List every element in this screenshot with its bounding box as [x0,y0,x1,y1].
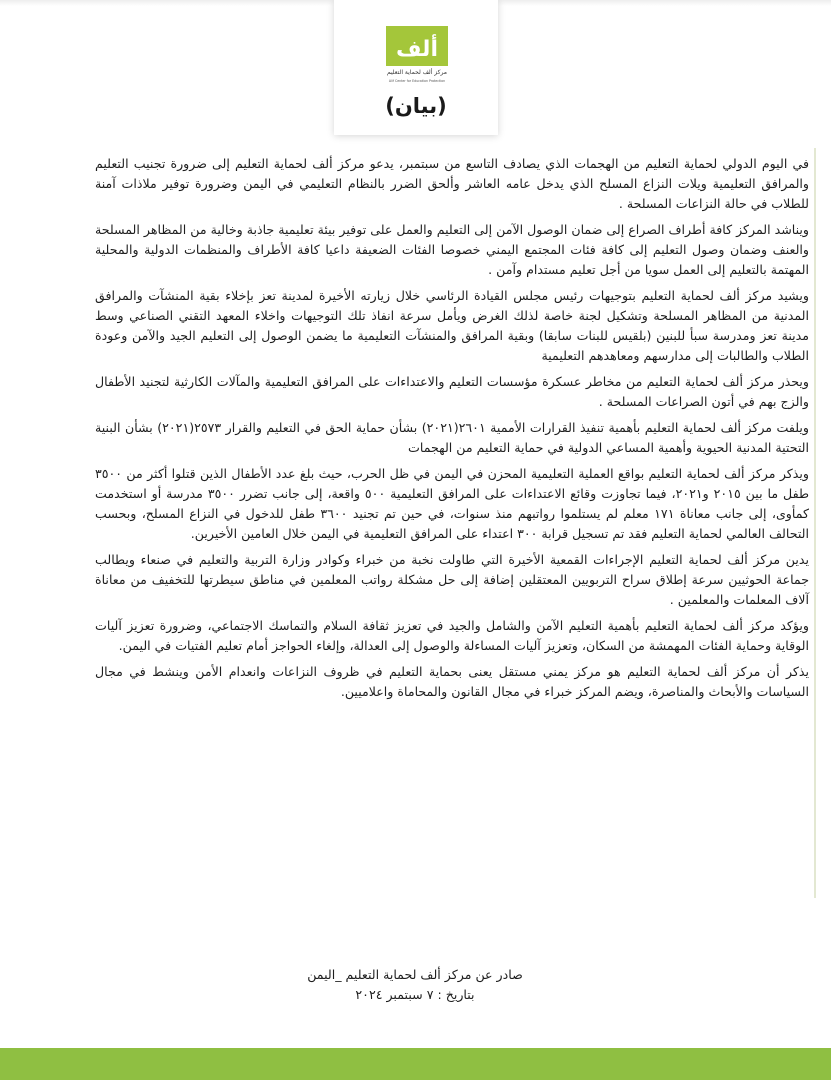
date-line: بتاريخ : ٧ سبتمبر ٢٠٢٤ [355,987,475,1002]
paragraph-8: ويؤكد مركز ألف لحماية التعليم بأهمية التعليم الآمن والشامل والجيد في تعزيز ثقافة السلام والتماسك الاجتماعي، وضرورة تعزيز آليات الوقاية وحماية الفئات المهمشة من السكان، وتعزيز آليات المساءلة والوصول إلى العدالة، وإلغاء الحواجز أمام تعليم الفتيات في اليمن. [95,618,809,653]
paragraph-3: ويشيد مركز ألف لحماية التعليم بتوجيهات رئيس مجلس القيادة الرئاسي خلال زيارته الأخيرة لمدينة تعز بإخلاء بقية المنشآت والمرافق المدنية من المظاهر المسلحة وتشكيل لجنة خاصة لذلك الغرض ويأمل سرعة انفاذ تلك التوجيهات واخلاء المعهد التقني الصناعي وسط مدينة تعز ومدرسة سبأ للبنين (بلقيس للبنات سابقا) وبقية المرافق والمنشآت التعليمية ما يضمن الوصول إلى التعليم الجيد والآمن وعودة الطلاب والطالبات إلى مدارسهم ومعاهدهم التعليمية [95,288,809,363]
statement-body [95,154,809,708]
logo-text: ألف [395,37,439,62]
footer-bar [0,1048,831,1080]
logo-subtitle-en: Alif Center for Education Protection [388,79,446,83]
paragraph-7: يدين مركز ألف لحماية التعليم الإجراءات القمعية الأخيرة التي طاولت نخبة من خبراء وكوادر وزارة التربية والتعليم في صنعاء ويطالب جماعة الحوثيين سرعة إطلاق سراح التربويين المعتقلين إضافة إلى حل مشكلة رواتب المعلمين في مناطق سيطرتها للتخفيف من معاناة آلاف المعلمات والمعلمين . [95,552,809,607]
paragraph-5: ويلفت مركز ألف لحماية التعليم بأهمية تنفيذ القرارات الأممية ٢٦٠١(٢٠٢١) بشأن حماية الحق في التعليم والقرار ٢٥٧٣(٢٠٢١) بشأن البنية التحتية المدنية الحيوية وأهمية المساعي الدولية في حماية التعليم من الهجمات [95,420,809,455]
document-title: (بيان) [385,94,447,118]
paragraph-9: يذكر أن مركز ألف لحماية التعليم هو مركز يمني مستقل يعنى بحماية التعليم في ظروف النزاعات وانعدام الأمن وينشط في مجال السياسات والأبحاث والمناصرة، ويضم المركز خبراء في مجال القانون والمحاماة واعلاميين. [95,664,809,699]
signature-block [250,965,580,1005]
issuer-line: صادر عن مركز ألف لحماية التعليم _اليمن [307,967,523,982]
paragraph-4: ويحذر مركز ألف لحماية التعليم من مخاطر عسكرة مؤسسات التعليم والاعتداءات على المرافق التعليمية والمآلات الكارثية لتجنيد الأطفال والزج بهم في أتون الصراعات المسلحة . [95,374,809,409]
header-card [334,0,498,135]
logo-subtitle-ar: مركز ألف لحماية التعليم [387,69,447,76]
margin-rule [814,148,816,898]
paragraph-2: ويناشد المركز كافة أطراف الصراع إلى ضمان الوصول الآمن إلى التعليم والعمل على توفير بيئة تعليمية جاذبة وخالية من المظاهر المسلحة والعنف وضمان وصول التعليم إلى كافة فئات المجتمع اليمني خصوصا الفئات الضعيفة داعيا كافة الأطراف والمنظمات الدولية والمحلية المهتمة بالتعليم إلى العمل سويا من أجل تعليم مستدام وآمن . [94,222,809,277]
paragraph-6: ويذكر مركز ألف لحماية التعليم بواقع العملية التعليمية المحزن في اليمن في ظل الحرب، حيث بلغ عدد الأطفال الذين قتلوا أكثر من ٣٥٠٠ طفل ما بين ٢٠١٥ و٢٠٢١، فيما تجاوزت وقائع الاعتداءات على المرافق التعليمية ٥٠٠ واقعة، إلى جانب تضرر ٣٥٠٠ مدرسة أو استخدمت كمأوى، إلى جانب معاناة ١٧١ معلم لم يستلموا رواتبهم منذ سنوات، في حين تم تجنيد ٣٦٠٠ طفل للدخول في النزاع المسلح، وبحسب التحالف العالمي لحماية التعليم فقد تم تسجيل قرابة ٣٠٠ اعتداء على المرافق التعليمية في اليمن خلال العامين الأخيرين. [95,466,810,541]
paragraph-1: في اليوم الدولي لحماية التعليم من الهجمات الذي يصادف التاسع من سبتمبر، يدعو مركز ألف لحماية التعليم إلى ضرورة تجنيب التعليم والمرافق التعليمية ويلات النزاع المسلح الذي يدخل عامه العاشر وألحق الضرر بالنظام التعليمي في اليمن وضرورة توفير ملاذات آمنة للطلاب في حالة النزاعات المسلحة . [95,156,809,211]
alif-logo-icon [386,26,448,84]
